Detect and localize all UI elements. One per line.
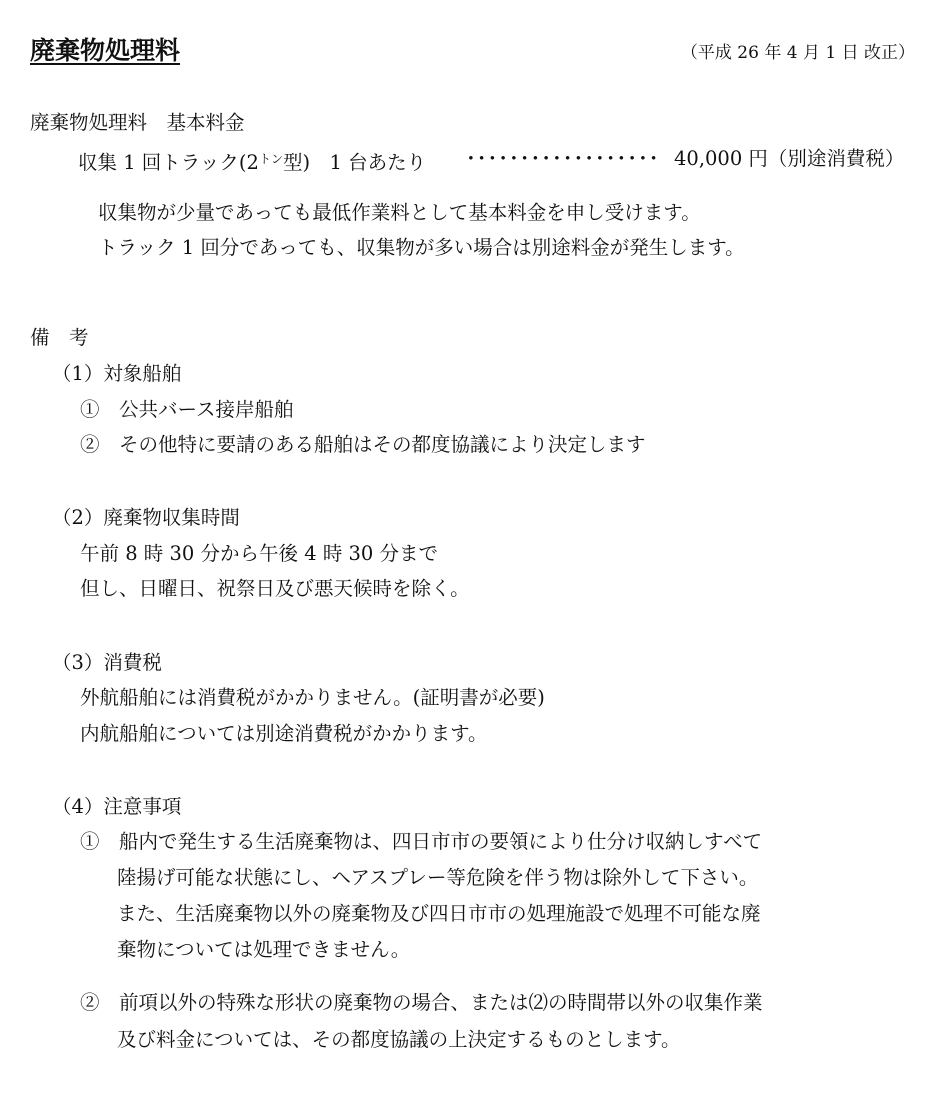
section-4-item-1-line-3: また、生活廃棄物以外の廃棄物及び四日市市の処理施設で処理不可能な廃 bbox=[117, 902, 761, 925]
basic-fee-heading: 廃棄物処理料 基本料金 bbox=[30, 111, 245, 134]
section-4-item-2-line-2: 及び料金については、その都度協議の上決定するものとします。 bbox=[117, 1028, 681, 1051]
section-4-item-1-line-1: ① 船内で発生する生活廃棄物は、四日市市の要領により仕分け収納しすべて bbox=[80, 830, 763, 853]
section-3-heading: （3）消費税 bbox=[52, 651, 162, 674]
section-1-item-2: ② その他特に要請のある船舶はその都度協議により決定します bbox=[80, 433, 646, 456]
basic-fee-note-1: 収集物が少量であっても最低作業料として基本料金を申し受けます。 bbox=[98, 201, 701, 224]
section-4-item-1-line-4: 棄物については処理できません。 bbox=[117, 938, 411, 961]
basic-fee-note-2: トラック 1 回分であっても、収集物が多い場合は別途料金が発生します。 bbox=[98, 236, 745, 259]
ton-unit-mark: トン bbox=[258, 152, 283, 166]
revision-date: （平成 26 年 4 月 1 日 改正） bbox=[680, 43, 915, 63]
section-2-line-2: 但し、日曜日、祝祭日及び悪天候時を除く。 bbox=[80, 577, 470, 600]
basic-fee-description: 収集 1 回トラック($2^{トン}$型) 1 台あたり bbox=[78, 151, 427, 174]
section-1-item-1: ① 公共バース接岸船舶 bbox=[80, 398, 294, 421]
section-4-item-1-line-2: 陸揚げ可能な状態にし、ヘアスプレー等危険を伴う物は除外して下さい。 bbox=[117, 866, 759, 889]
section-4-heading: （4）注意事項 bbox=[52, 795, 182, 818]
leader-dots: ･･････････････････ bbox=[466, 147, 660, 170]
section-3-line-2: 内航船舶については別途消費税がかかります。 bbox=[80, 722, 488, 745]
section-2-heading: （2）廃棄物収集時間 bbox=[52, 506, 240, 529]
section-3-line-1: 外航船舶には消費税がかかりません。(証明書が必要) bbox=[80, 686, 545, 709]
section-2-line-1: 午前 8 時 30 分から午後 4 時 30 分まで bbox=[80, 542, 439, 565]
section-4-item-2-line-1: ② 前項以外の特殊な形状の廃棄物の場合、または⑵の時間帯以外の収集作業 bbox=[80, 991, 763, 1014]
section-1-heading: （1）対象船舶 bbox=[52, 362, 182, 385]
remarks-heading: 備 考 bbox=[30, 326, 89, 349]
page-title: 廃棄物処理料 bbox=[30, 36, 181, 65]
basic-fee-price: 40,000 円（別途消費税） bbox=[674, 147, 905, 170]
basic-fee-row bbox=[78, 146, 908, 172]
